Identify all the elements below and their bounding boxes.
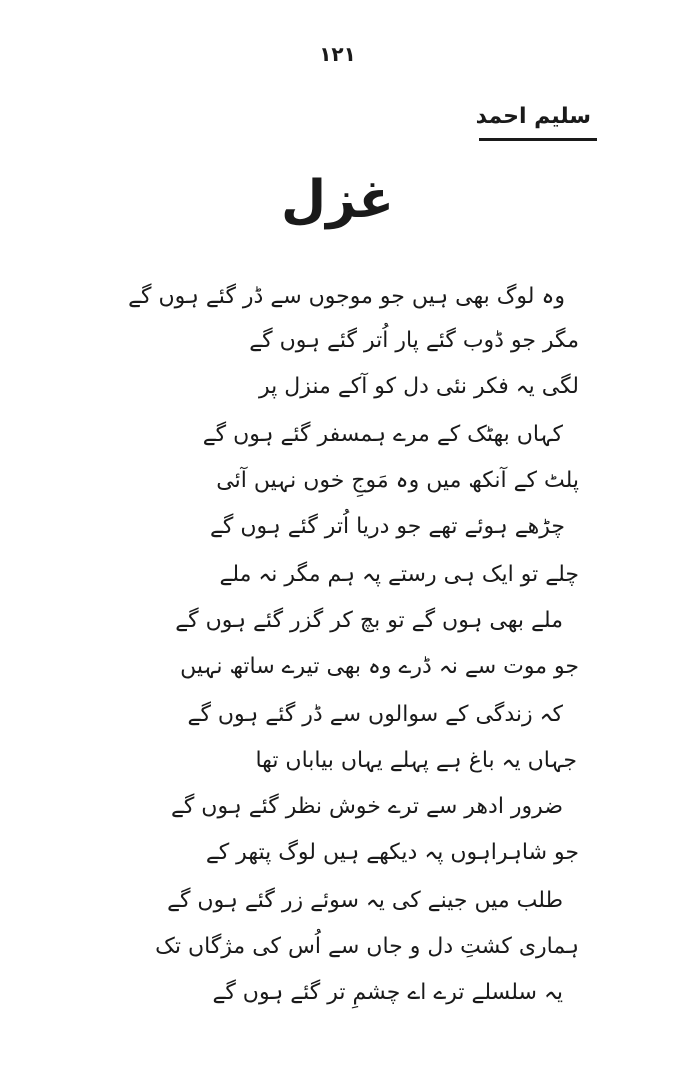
verse-line: ملے بھی ہوں گے تو بچ کر گزر گئے ہوں گے <box>175 608 563 633</box>
verse-line: یہ سلسلے ترے اے چشمِ تر گئے ہوں گے <box>212 980 563 1005</box>
poem-title: غزل <box>281 170 394 230</box>
verse-line: ضرور ادھر سے ترے خوش نظر گئے ہوں گے <box>170 794 563 819</box>
author-underline <box>479 138 597 141</box>
verse-line: ہماری کشتِ دل و جاں سے اُس کی مژگاں تک <box>155 934 579 959</box>
verse-line: وہ لوگ بھی ہیں جو موجوں سے ڈر گئے ہوں گے <box>128 284 565 309</box>
verse-line: پلٹ کے آنکھ میں وہ مَوجِ خوں نہیں آئی <box>216 468 579 493</box>
verse-line: جہاں یہ باغ ہے پہلے یہاں بیاباں تھا <box>255 748 577 773</box>
verse-line: طلب میں جینے کی یہ سوئے زر گئے ہوں گے <box>167 888 563 913</box>
verse-line: کہاں بھٹک کے مرے ہمسفر گئے ہوں گے <box>202 422 563 447</box>
verse-line: لگی یہ فکر نئی دل کو آکے منزل پر <box>259 374 579 399</box>
author-name: سلیم احمد <box>475 104 591 129</box>
verse-line: چلے تو ایک ہی رستے پہ ہم مگر نہ ملے <box>219 562 579 587</box>
verse-line: کہ زندگی کے سوالوں سے ڈر گئے ہوں گے <box>187 702 563 727</box>
page-number: ۱۲۱ <box>319 42 356 66</box>
verse-line: جو شاہراہوں پہ دیکھے ہیں لوگ پتھر کے <box>205 840 579 865</box>
verse-line: مگر جو ڈوب گئے پار اُتر گئے ہوں گے <box>249 328 579 353</box>
verse-line: چڑھے ہوئے تھے جو دریا اُتر گئے ہوں گے <box>210 514 565 539</box>
verse-line: جو موت سے نہ ڈرے وہ بھی تیرے ساتھ نہیں <box>180 654 579 679</box>
